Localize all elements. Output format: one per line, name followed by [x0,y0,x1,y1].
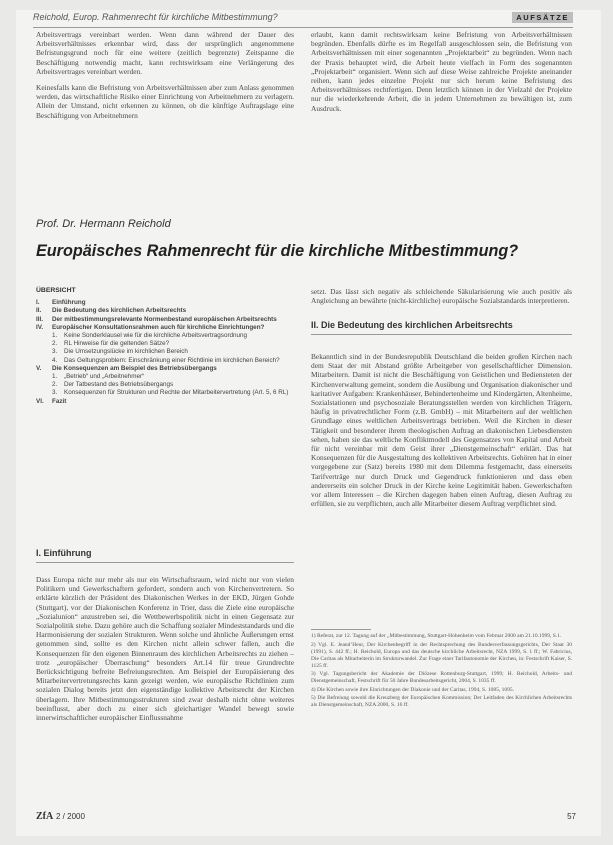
toc-list [36,299,294,406]
toc-item-number: III. [36,315,43,323]
page-number: 57 [567,812,576,821]
article-author: Prof. Dr. Hermann Reichold [36,218,171,230]
toc-item-label: Die Konsequenzen am Beispiel des Betriebsübergangs [52,364,217,372]
toc-item-number: 1. [52,332,58,340]
introduction-text-column [36,575,294,729]
toc-item [36,332,294,340]
toc-item [36,373,294,381]
toc-item-number: I. [36,299,40,307]
section-badge: AUFSÄTZE [512,12,573,23]
footnote: 3) Vgl. Tagungsbericht der Akademie der Diözese Rottenburg-Stuttgart, 1999; H. Reichold, Arbeits- und Dienstgemeinschaft, Festschrift für 50 Jahre Bundesarbeitsgericht, 2004, S. 1035 ff. [311,671,572,684]
toc-item-label: Konsequenzen für Strukturen und Rechte der Mitarbeitervertretung (Art. 5, 6 RL) [64,389,289,397]
paragraph: Dass Europa nicht nur mehr als nur ein Wirtschaftsraum, wird nicht nur von vielen Politikern und Gewerkschaftern gefordert, sondern auch von Kirchenvertretern. So erklärte kürzlich der Präsident des Diakonischen Werkes in der EKD, Jürgen Gohde (Stuttgart), vor der Diakonischen Konferenz in Trier, dass die Ziele eine europäische „Sozialunion“ anzustreben sei, die Wettbewerbspolitik nicht in einen Gegensatz zur Sozialpolitik stehe. Dazu gehöre auch die Schaffung sozialer Mindeststandards und die Harmonisierung der sozialen Strukturen. Wenn solche und ähnliche Äußerungen ernst genommen sind, sollte es den Kirchen nicht allein schwer fallen, auch die Konsequenzen für den eigenen Binnenraum des kirchlichen Arbeitsrechts zu ziehen – trotz „europäischer Überraschung“ besonders Art.14 für treue Grundrechte Berücksichtigung befreite Befreiungsrechten. Am Beispiel der Europäisierung des Mitarbeitervertretungsrechts kann gezeigt werden, wie europäische Richtlinien zum sozialen Dialog bereits jetzt den eigenständige kollektive Arbeitsrecht der Kirchen überlagern. Ihre Mitbestimmungsstrukturen sind zwar deshalb nicht ohne weiteres beeinflusst, aber doch zu einer sich gleichartiger Wandel bewegt sowie innerwirtschaftlicher europäischer Einflussnahme [36,575,294,723]
footnote: 5) Die Befreiung sowohl die Kreuzberg der Europäischen Kommission; Der Leitfaden des Kirchlichen Arbeitsrechts als Dienstgemeinschaft, NZA 2000, S. 16 ff. [311,695,572,708]
toc-item [36,348,294,356]
section-rule [311,334,572,335]
toc-item-number: 2. [52,340,58,348]
footnotes [311,633,572,711]
toc-item-label: Das Geltungsproblem: Einschränkung einer Richtlinie im kirchlichen Bereich? [64,356,280,364]
paragraph: Keinesfalls kann die Befristung von Arbeitsverhältnissen aber zum Anlass genommen werden, das wirtschaftliche Risiko einer Einrichtung von Arbeitnehmern zu verlagern. Allein der Umstand, nicht erkennen zu können, ob die künftige Auftragslage eine Beschäftigung von Arbeitnehmern [36,83,294,120]
toc-item-number: 1. [52,373,58,381]
header-rule [33,27,573,28]
page-footer [36,812,576,824]
running-title: Reichold, Europ. Rahmenrecht für kirchliche Mitbestimmung? [33,12,278,22]
section-rule [36,562,294,563]
paragraph: Arbeitsvertrags vereinbart werden. Wenn dann während der Dauer des Arbeitsverhältnisses erkennbar wird, dass der ursprünglich angenommene Befristungsgrund noch für eine weitere (zeitlich begrenzte) Zeitspanne die Beschäftigung notwendig macht, kann rechtswirksam eine Verlängerung des Arbeitsvertrages vereinbart werden. [36,30,294,76]
toc-item-label: RL Hinweise für die geltenden Sätze? [64,340,170,348]
article-title: Europäisches Rahmenrecht für die kirchliche Mitbestimmung? [36,242,519,260]
significance-text-column [311,352,572,515]
toc-item [36,316,294,324]
section-heading-significance: II. Die Bedeutung des kirchlichen Arbeitsrechts [311,320,513,330]
toc-item-number: 3. [52,389,58,397]
toc-item-number: VI. [36,397,44,405]
paragraph: Bekanntlich sind in der Bundesrepublik Deutschland die beiden großen Kirchen nach dem Staat der mit Abstand größte Arbeitgeber von gesellschaftlicher Dimension. Mitarbeitern. Damit ist nicht die Beschäftigung von Geistlichen und Bediensteten der Kirchenverwaltung gemeint, sondern die Ausübung und Organisation diakonischer und karitativer Aufgaben: Krankenhäuser, Behindertenheime und Kindergärten, Altenheime, Sozialstationen und psychosoziale Beratungsstellen werden von kirchlichen Trägern, häufig in privatrechtlicher Form (z.B. GmbH) – mit Mitarbeitern auf der weltlichen Grundlage eines weltlichen Arbeitsvertrags betrieben. Weil die Kirchen in dieser Tätigkeit und besonderer ihrem theologischen Auftrag an diakonischen Liebesdiensten sehen, haben sie das weltliche Konfliktmodell des Gegensatzes von Kapital und Arbeit für nicht vereinbar mit dem Geist ihrer „Dienstgemeinschaft“ erklärt. Das hat Konsequenzen für die Ausgestaltung des kollektiven Arbeitsrechts. Gehören hat in einer vorgegebene zur (Satz) bereits 1980 mit dem Dilemma festgemacht, dass einerseits Tarifverträge nur durch Druck und Gegendruck funktionieren und dass eben andererseits ein solcher Druck in der Kirche keine Legitimität haben. Gewerkschaften vor allem Interessen – die Kirchen dagegen haben einen Auftrag, diesen Auftrag zu erfüllen, sie zu verpflichten, auch alle Mitarbeiter diesem Auftrag verpflichtet sind. [311,352,572,509]
footnote: 1) Referat, zur 12. Tagung auf der „Mitbestimmung, Stuttgart-Hohenheim vom Februar 2000 am 21.10.1999, S.1. [311,633,562,639]
toc-item-number: 3. [52,348,58,356]
toc-item-label: Einführung [52,299,86,307]
table-of-contents [36,287,294,406]
toc-item [36,307,294,315]
issue-number: 2 / 2000 [56,812,85,821]
toc-item-label: Die Bedeutung des kirchlichen Arbeitsrechts [52,307,187,315]
toc-item-label: Europäischer Konsultationsrahmen auch für kirchliche Einrichtungen? [52,323,265,331]
toc-item [36,357,294,365]
toc-item-label: Der Tatbestand des Betriebsübergangs [64,381,174,389]
toc-item-label: Keine Sonderklausel wie für die kirchliche Arbeitsvertragsordnung [64,332,248,340]
toc-item [36,398,294,406]
toc-item-number: V. [36,364,42,372]
toc-item-label: Die Umsetzungslücke im kirchlichen Bereich [64,348,188,356]
footnote-rule [311,629,371,630]
toc-item-number: IV. [36,323,44,331]
toc-item [36,324,294,332]
journal-logo: ZfA [36,811,54,822]
paragraph: erlaubt, kann damit rechtswirksam keine Befristung von Arbeitsverhältnissen begründen. Ebenfalls dürfte es im Regelfall ausgeschlossen sein, die Befristung von Arbeitsverhältnissen mit einer sogenannten „Projektarbeit“ zu begründen. Wenn nach der Praxis behauptet wird, die Arbeit heute vielfach in Form des sogenannten „Projektarbeit“ organisiert. Wenn sich auf diese Weise zahlreiche Projekte aneinander reihen, kann jedes einzelne Projekt nur sich herum keine Befristung des Arbeitsverhältnisses rechtfertigen. Denn letztlich können in der Vielzahl der Projekte nur die wiederkehrende Arbeit, die in jedem Unternehmen zu bewältigen ist, zum Ausdruck. [311,30,572,113]
toc-item-number: 2. [52,381,58,389]
toc-item-label: „Betrieb“ und „Arbeitnehmer“ [64,373,145,381]
toc-item-number: 4. [52,356,58,364]
toc-item [36,365,294,373]
section-heading-introduction: I. Einführung [36,548,92,558]
top-left-column [36,30,294,127]
toc-item [36,340,294,348]
toc-item-label: Der mitbestimmungsrelevante Normenbestand europäischen Arbeitsrechts [52,315,277,323]
toc-item [36,299,294,307]
toc-item [36,389,294,397]
toc-heading: ÜBERSICHT [36,287,76,294]
footnote: 4) Die Kirchen sowie ihre Einrichtungen der Diakonie und der Caritas, 1994, S. 1085, 1095. [311,686,514,693]
running-header [33,12,573,26]
top-right-column [311,30,572,120]
toc-item [36,381,294,389]
right-lead-column [311,287,572,312]
toc-item-label: Fazit [52,397,67,405]
paragraph: setzt. Das lässt sich negativ als schleichende Säkularisierung wie auch positiv als Angleichung an bewährte (nicht-kirchliche) europäische Sozialstandards interpretieren. [311,287,572,306]
footnote: 2) Vgl. E. Jeand’Heur, Der Kirchenbegriff in der Rechtsprechung des Bundesverfassungsgerichts, Der Staat 30 (1991), S. 442 ff.; H. Reichold, Europa und das deutsche kirchliche Arbeitsrecht, NZA 1999, S. 1 ff.; W. Fabricius, Die Caritas als Mitarbeiterin im Strukturwandel. Zur Frage einer Tarifautonomie der Kirchen, in: Festschrift Kaiser, S. 1125 ff. [311,641,572,669]
toc-item-number: II. [36,307,42,315]
